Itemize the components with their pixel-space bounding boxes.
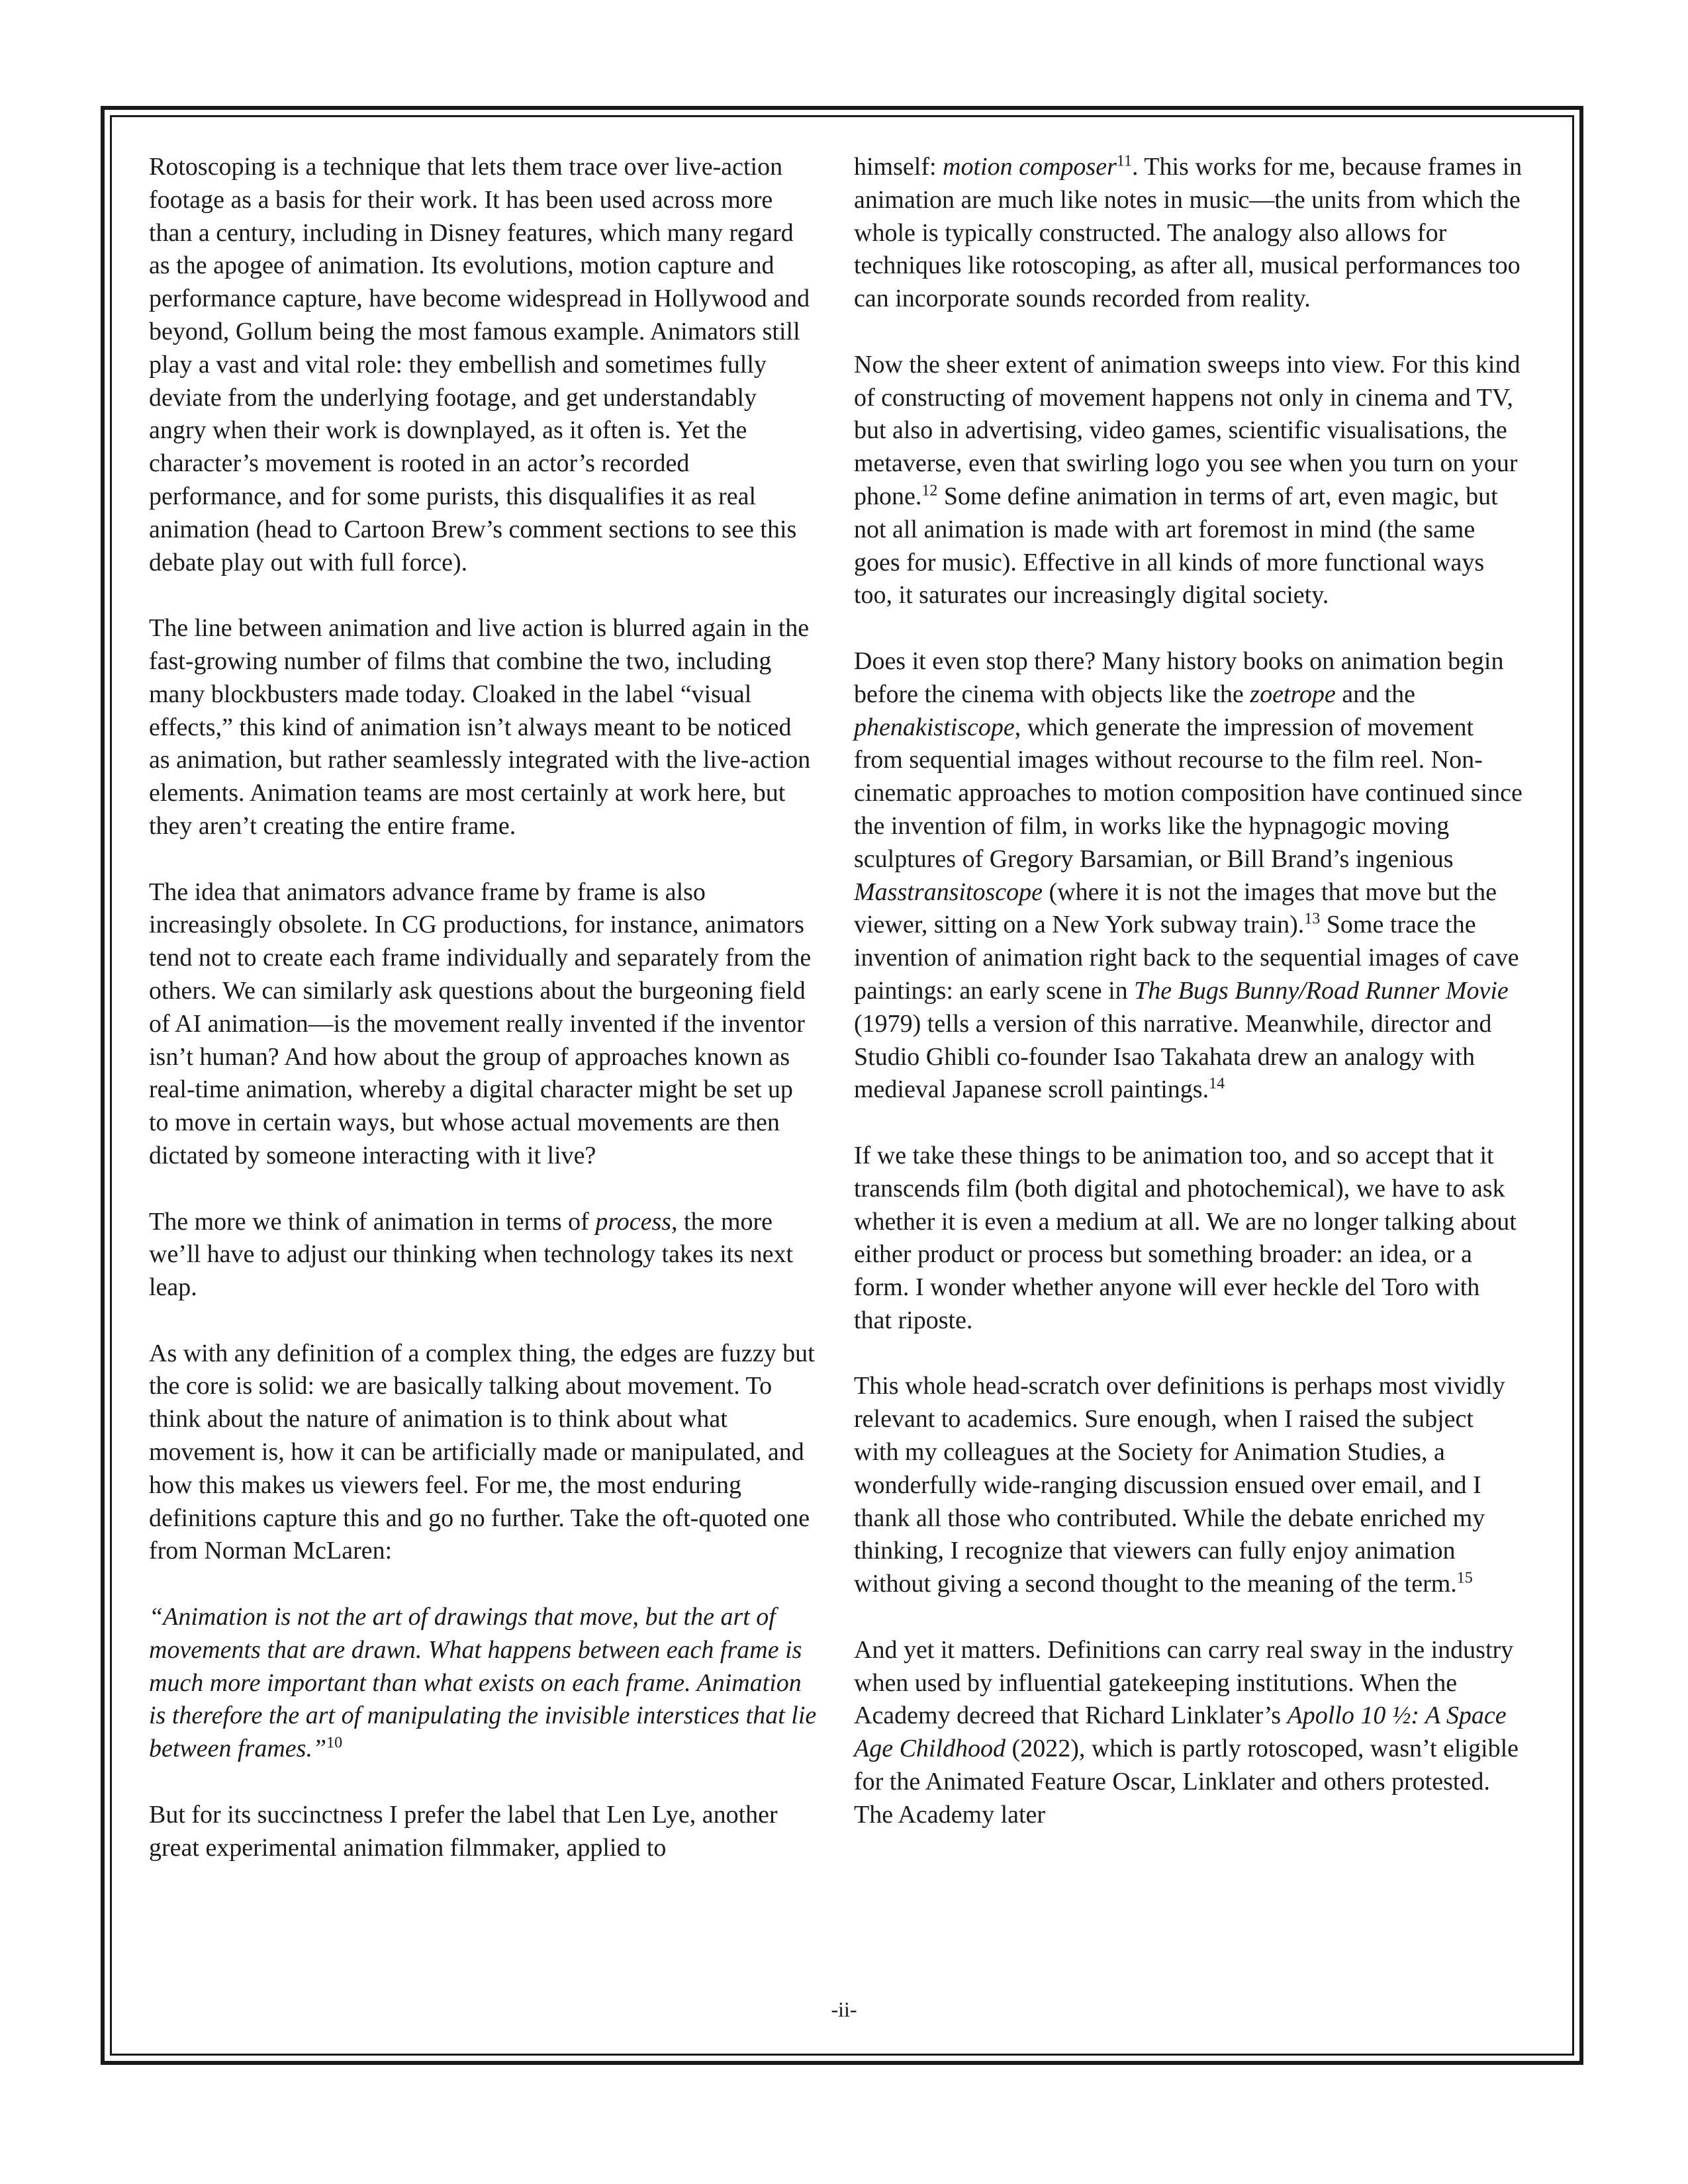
- paragraph: Does it even stop there? Many history books on animation begin before the cinema with objects like the zoetrope and the phenakistiscope, which generate the impression of movement from sequential images without recourse to the film reel. Non-cinematic approaches to motion composition have continued since the invention of film, in works like the hypnagogic moving sculptures of Gregory Barsamian, or Bill Brand’s ingenious Masstransitoscope (where it is not the images that move but the viewer, sitting on a New York subway train).$^{13}$ Some trace the invention of animation right back to the sequential images of cave paintings: an early scene in The Bugs Bunny/Road Runner Movie (1979) tells a version of this narrative. Meanwhile, director and Studio Ghibli co-founder Isao Takahata drew an analogy with medieval Japanese scroll paintings.$^{14}$: [854, 647, 1523, 1104]
- footnote-ref: 11: [1116, 152, 1132, 170]
- paragraph: himself: motion composer$^{11}$. This works for me, because frames in animation are much like notes in music—the units from which the whole is typically constructed. The analogy also allows for techniques like rotoscoping, as after all, musical performances too can incorporate sounds recorded from reality.: [854, 152, 1523, 313]
- paragraph: As with any definition of a complex thing, the edges are fuzzy but the core is solid: we are basically talking about movement. To think about the nature of animation is to think about what movement is, how it can be artificially made or manipulated, and how this makes us viewers feel. For me, the most enduring definitions capture this and go no further. Take the oft-quoted one from Norman McLaren:: [149, 1339, 815, 1565]
- paragraph: The line between animation and live action is blurred again in the fast-growing number of films that combine the two, including many blockbusters made today. Cloaked in the label “visual effects,” this kind of animation isn’t always meant to be noticed as animation, but rather seamlessly integrated with the live-action elements. Animation teams are most certainly at work here, but they aren’t creating the entire frame.: [149, 614, 811, 840]
- paragraph: Rotoscoping is a technique that lets them trace over live-action footage as a basis for their work. It has been used across more than a century, including in Disney features, which many regard as the apogee of animation. Its evolutions, motion capture and performance capture, have become widespread in Hollywood and beyond, Gollum being the most famous example. Animators still play a vast and vital role: they embellish and sometimes fully deviate from the underlying footage, and get understandably angry when their work is downplayed, as it often is. Yet the character’s movement is rooted in an actor’s recorded performance, and for some purists, this disqualifies it as real animation (head to Cartoon Brew’s comment sections to see this debate play out with full force).: [149, 153, 810, 576]
- page-number: -ii-: [831, 1997, 857, 2021]
- footnote-ref: 15: [1456, 1569, 1473, 1587]
- footnote-ref: 10: [326, 1734, 343, 1752]
- paragraph: The idea that animators advance frame by frame is also increasingly obsolete. In CG productions, for instance, animators tend not to create each frame individually and separately from the others. We can similarly ask questions about the burgeoning field of AI animation—is the movement really invented if the inventor isn’t human? And how about the group of approaches known as real-time animation, whereby a digital character might be set up to move in certain ways, but whose actual movements are then dictated by someone interacting with it live?: [149, 878, 812, 1169]
- right-column: [854, 151, 1523, 1832]
- footnote-ref: 12: [921, 482, 938, 500]
- block-quote: “Animation is not the art of drawings that move, but the art of movements that are drawn. What happens between each frame is much more important than what exists on each frame. Animation is therefore the art of manipulating the invisible interstices that lie between frames.”$^{10}$: [149, 1603, 817, 1763]
- paragraph: But for its succinctness I prefer the label that Len Lye, another great experimental animation filmmaker, applied to: [149, 1800, 778, 1862]
- paragraph: And yet it matters. Definitions can carry real sway in the industry when used by influential gatekeeping institutions. When the Academy decreed that Richard Linklater’s Apollo 10 ½: A Space Age Childhood (2022), which is partly rotoscoped, wasn’t eligible for the Animated Feature Oscar, Linklater and others protested. The Academy later: [854, 1635, 1519, 1829]
- paragraph: This whole head-scratch over definitions is perhaps most vividly relevant to academics. Sure enough, when I raised the subject with my colleagues at the Society for Animation Studies, a wonderfully wide-ranging discussion ensued over email, and I thank all those who contributed. While the debate enriched my thinking, I recognize that viewers can fully enjoy animation without giving a second thought to the meaning of the term.$^{15}$: [854, 1372, 1505, 1598]
- left-column: [149, 151, 818, 1864]
- paragraph: If we take these things to be animation too, and so accept that it transcends film (both digital and photochemical), we have to ask whether it is even a medium at all. We are no longer talking about either product or process but something broader: an idea, or a form. I wonder whether anyone will ever heckle del Toro with that riposte.: [854, 1141, 1517, 1334]
- footnote-ref: 13: [1304, 910, 1321, 928]
- footnote-ref: 14: [1209, 1075, 1225, 1093]
- paragraph: The more we think of animation in terms of process, the more we’ll have to adjust our thinking when technology takes its next leap.: [149, 1207, 794, 1302]
- paragraph: Now the sheer extent of animation sweeps into view. For this kind of constructing of movement happens not only in cinema and TV, but also in advertising, video games, scientific visualisations, the metaverse, even that swirling logo you see when you turn on your phone.$^{12}$ Some define animation in terms of art, even magic, but not all animation is made with art foremost in mind (the same goes for music). Effective in all kinds of more functional ways too, it saturates our increasingly digital society.: [854, 350, 1521, 610]
